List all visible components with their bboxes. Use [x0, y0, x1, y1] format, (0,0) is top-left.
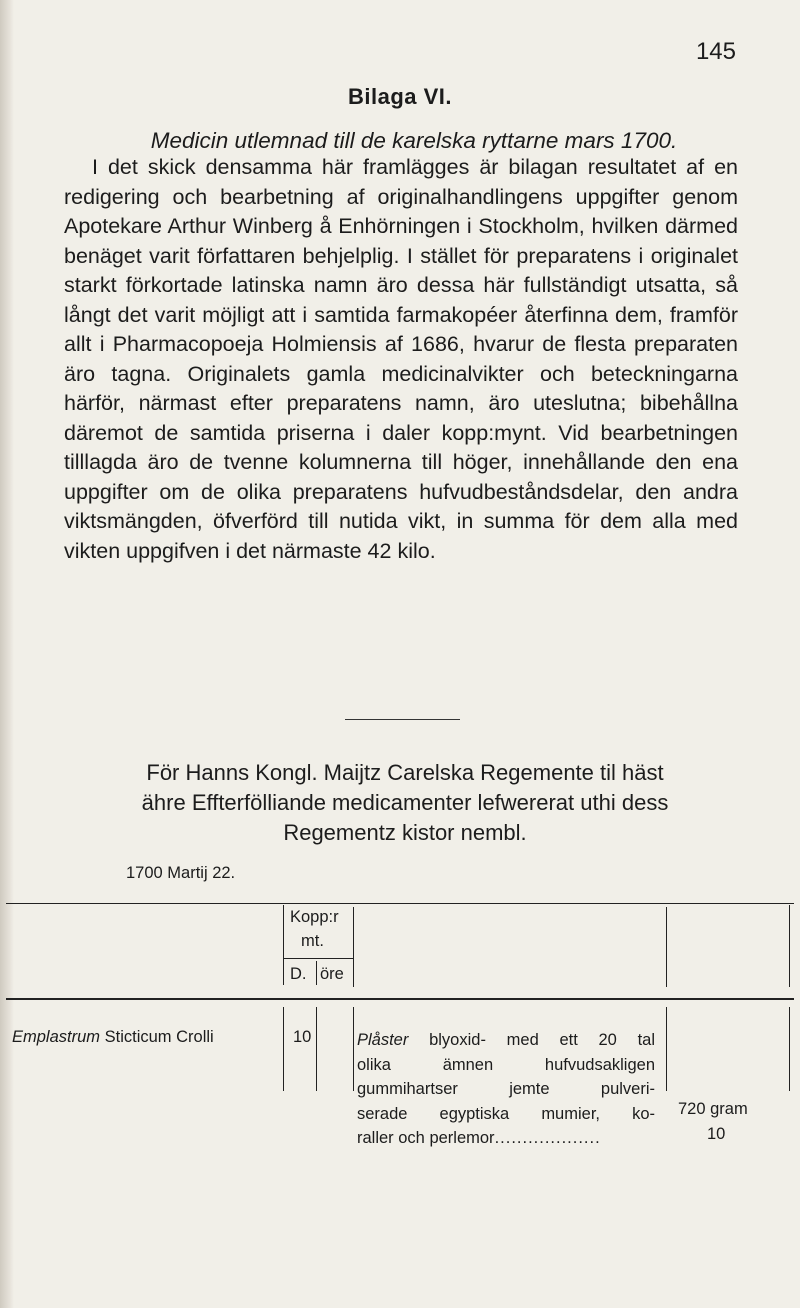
- desc-italic: Plåster: [357, 1031, 409, 1049]
- currency-subheader-rule: [284, 958, 354, 959]
- row-rule-weight: [666, 1007, 667, 1091]
- column-rule-daler-ore: [316, 961, 317, 985]
- medicine-name-rest: Sticticum Crolli: [104, 1028, 214, 1046]
- medicine-name-italic: Emplastrum: [12, 1028, 101, 1046]
- ore-header: öre: [320, 965, 344, 983]
- appendix-heading: Bilaga VI.: [347, 84, 453, 109]
- currency-header: Kopp:r: [290, 908, 339, 926]
- row-rule-daler: [283, 1007, 284, 1091]
- intro-line-1: För Hanns Kongl. Maijtz Carelska Regemente til häst: [146, 760, 664, 785]
- row-rule-desc: [353, 1007, 354, 1091]
- page-total: 10: [707, 1125, 726, 1143]
- desc-line-last: [357, 1126, 655, 1151]
- desc-line-1-rest: blyoxid- med ett 20 tal: [429, 1031, 655, 1049]
- document-date: 1700 Martij 22.: [126, 864, 236, 882]
- column-rule-currency-left: [283, 905, 284, 985]
- table-header-rule: [6, 998, 794, 1000]
- currency-header-unit: mt.: [301, 932, 324, 950]
- desc-line: olika ämnen hufvudsakligen: [357, 1055, 655, 1074]
- intro-line-3: Regementz kistor nembl.: [283, 820, 527, 845]
- medicine-name: [12, 1028, 214, 1047]
- desc-line: gummihartser jemte pulveri-: [357, 1080, 655, 1098]
- document-intro: [70, 758, 740, 848]
- dot-leader: ...................: [494, 1129, 601, 1147]
- desc-line: serade egyptiska mumier, ko-: [357, 1104, 655, 1123]
- page-number: 145: [695, 38, 736, 65]
- column-rule-right-edge: [789, 905, 790, 987]
- row-rule-ore: [316, 1007, 317, 1091]
- weight-value: 720 gram: [678, 1100, 748, 1118]
- ingredients-description: [357, 1028, 655, 1151]
- table-top-rule: [6, 903, 794, 904]
- editorial-paragraph: I det skick densamma här framlägges är bilagan resultatet af en redigering och bearbetning af originalhandlingens uppgifter genom Apotekare Arthur Winberg å Enhörningen i Stockholm, hvilken därmed benäget varit författaren behjelplig. I stället för preparatens i originalet starkt förkortade latinska namn äro dessa här fullständigt utsatta, så långt det varit möjligt att i samtida farmakopéer återfinna dem, framför allt i Pharmacopoeja Holmiensis af 1686, hvarur de flesta preparaten äro tagna. Originalets gamla medicinalvikter och beteckningarna härför, närmast efter preparatens namn, äro uteslutna; bibehållna däremot de samtida priserna i daler kopp:mynt. Vid bearbetningen tilllagda äro de tvenne kolumnerna till höger, innehållande den ena uppgifter om de olika preparatens hufvudbeståndsdelar, den andra viktsmängden, öfverförd till nutida vikt, in summa för dem alla med vikten uppgifven i det närmaste 42 kilo.: [64, 155, 738, 563]
- section-divider: [345, 719, 460, 720]
- intro-line-2: ähre Effterfölliande medicamenter lefwererat uthi dess: [141, 790, 669, 815]
- daler-header: D.: [290, 965, 307, 983]
- column-rule-weight-left: [666, 907, 667, 987]
- desc-line: [357, 1028, 655, 1053]
- desc-line-5: raller och perlemor: [357, 1129, 495, 1147]
- price-daler: 10: [293, 1028, 312, 1046]
- column-rule-currency-right: [353, 907, 354, 987]
- appendix-subtitle: Medicin utlemnad till de karelska ryttarne mars 1700.: [150, 128, 678, 153]
- row-rule-right: [789, 1007, 790, 1091]
